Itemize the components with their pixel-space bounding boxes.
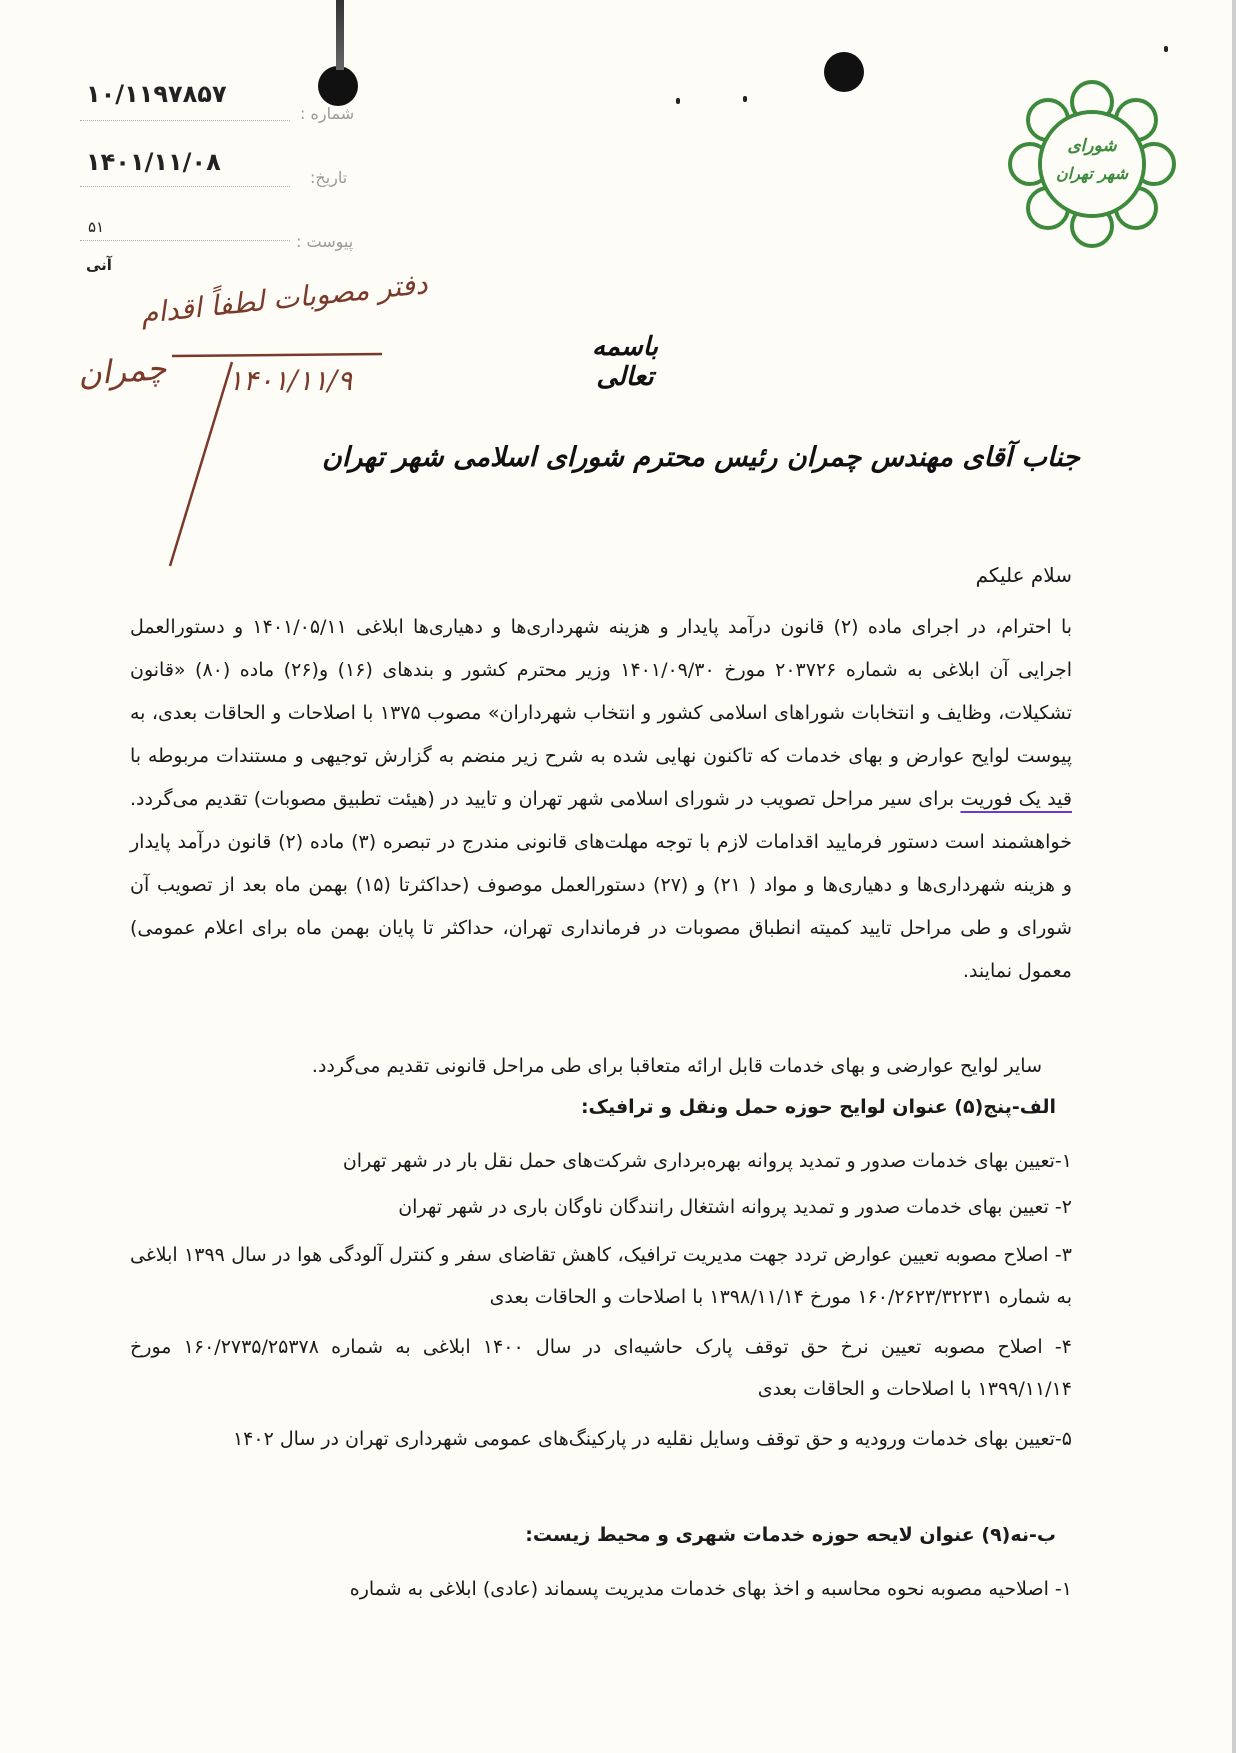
handwritten-signature: چمران xyxy=(76,348,168,394)
attachment-label: پیوست : xyxy=(296,232,354,251)
invocation: باسمه تعالی xyxy=(592,332,658,392)
remaining-note: سایر لوایح عوارضی و بهای خدمات قابل ارائه متعاقبا برای طی مراحل قانونی تقدیم می‌گردد. xyxy=(311,1055,1042,1077)
paragraph-part1: با احترام، در اجرای ماده (۲) قانون درآمد پایدار و هزینه شهرداری‌ها و دهیاری‌ها ابلاغی ۱۴۰۱/۰۵/۱۱ و دستورالعمل اجرایی آن ابلاغی به شماره ۲۰۳۷۲۶ مورخ ۱۴۰۱/۰۹/۳۰ وزیر محترم کشور و بندهای (۱۶) و(۲۶) ماده (۸۰) «قانون تشکیلات، وظایف و انتخابات شوراهای اسلامی کشور و انتخاب شهرداران» مصوب ۱۳۷۵ با اصلاحات و الحاقات بعدی، به پیوست لوایح عوارض و بهای خدمات که تاکنون نهایی شده به شرح زیر منضم به گزارش توجیهی و مستندات مربوطه با xyxy=(130,616,1073,767)
section-a-item: ۱-تعیین بهای خدمات صدور و تمدید پروانه بهره‌برداری شرکت‌های حمل نقل بار در شهر تهران xyxy=(342,1150,1072,1172)
greeting: سلام علیکم xyxy=(975,563,1072,587)
handwritten-note: دفتر مصوبات لطفاً اقدام xyxy=(139,267,429,330)
speck xyxy=(743,96,747,102)
section-a-item: ۴- اصلاح مصوبه تعیین نرخ حق توقف پارک حاشیه‌ای در سال ۱۴۰۰ ابلاغی به شماره ۱۶۰/۲۷۳۵/۲۵۳۷۸ مورخ ۱۳۹۹/۱۱/۱۴ با اصلاحات و الحاقات بعدی xyxy=(130,1336,1072,1400)
handwritten-strokes xyxy=(0,0,400,580)
number-label: شماره : xyxy=(300,104,355,123)
section-b-item: ۱- اصلاحیه مصوبه نحوه محاسبه و اخذ بهای خدمات مدیریت پسماند (عادی) ابلاغی به شماره xyxy=(349,1578,1072,1600)
section-a-item: ۳- اصلاح مصوبه تعیین عوارض تردد جهت مدیریت ترافیک، کاهش تقاضای سفر و کنترل آلودگی هوا در سال ۱۳۹۹ ابلاغی به شماره ۱۶۰/۲۶۲۳/۳۲۲۳۱ مورخ ۱۳۹۸/۱۱/۱۴ با اصلاحات و الحاقات بعدی xyxy=(130,1244,1072,1308)
attachment-value: ۵۱ xyxy=(88,218,105,236)
punch-hole-right xyxy=(824,52,864,92)
council-logo xyxy=(1008,80,1176,248)
section-a-item: ۲- تعیین بهای خدمات صدور و تمدید پروانه اشتغال رانندگان ناوگان باری در شهر تهران xyxy=(398,1196,1072,1218)
section-a-heading: الف-پنج(۵) عنوان لوایح حوزه حمل ونقل و ترافیک: xyxy=(580,1096,1056,1118)
main-paragraph xyxy=(130,606,1072,993)
speck xyxy=(676,98,680,104)
urgency-label: آنی xyxy=(86,256,112,274)
handwritten-date: ۱۴۰۱/۱۱/۹ xyxy=(228,364,353,397)
letter-number-value: ۱۰/۱۱۹۷۸۵۷ xyxy=(86,80,227,108)
urgency-underlined-phrase: قید یک فوریت xyxy=(960,788,1072,810)
section-a-item: ۵-تعیین بهای خدمات ورودیه و حق توقف وسایل نقلیه در پارکینگ‌های عمومی شهرداری تهران در سال ۱۴۰۲ xyxy=(232,1428,1072,1450)
addressee-heading: جناب آقای مهندس چمران رئیس محترم شورای اسلامی شهر تهران xyxy=(322,442,1080,473)
logo-text-line1: شورای xyxy=(1067,136,1117,156)
date-label: تاریخ: xyxy=(310,168,348,187)
logo-text-line2: شهر تهران xyxy=(1055,164,1129,183)
letter-date-value: ۱۴۰۱/۱۱/۰۸ xyxy=(86,148,221,176)
speck xyxy=(1164,46,1168,52)
paragraph-part2: برای سیر مراحل تصویب در شورای اسلامی شهر تهران و تایید در (هیئت تطبیق مصوبات) تقدیم می‌گردد. خواهشمند است دستور فرمایید اقدامات لازم با توجه مهلت‌های قانونی مندرج در تبصره (۳) ماده (۲) قانون درآمد پایدار و هزینه شهرداری‌ها و دهیاری‌ها و مواد ( ۲۱) و (۲۷) دستورالعمل موصوف (حداکثرتا (۱۵) بهمن ماه بعد از تصویب آن شورای و طی مراحل تایید کمیته انطباق مصوبات در فرمانداری تهران، حداکثر تا پایان بهمن ماه برای اعلام عمومی) معمول نمایند. xyxy=(130,788,1072,982)
section-b-heading: ب-نه(۹) عنوان لایحه حوزه خدمات شهری و محیط زیست: xyxy=(525,1524,1056,1546)
